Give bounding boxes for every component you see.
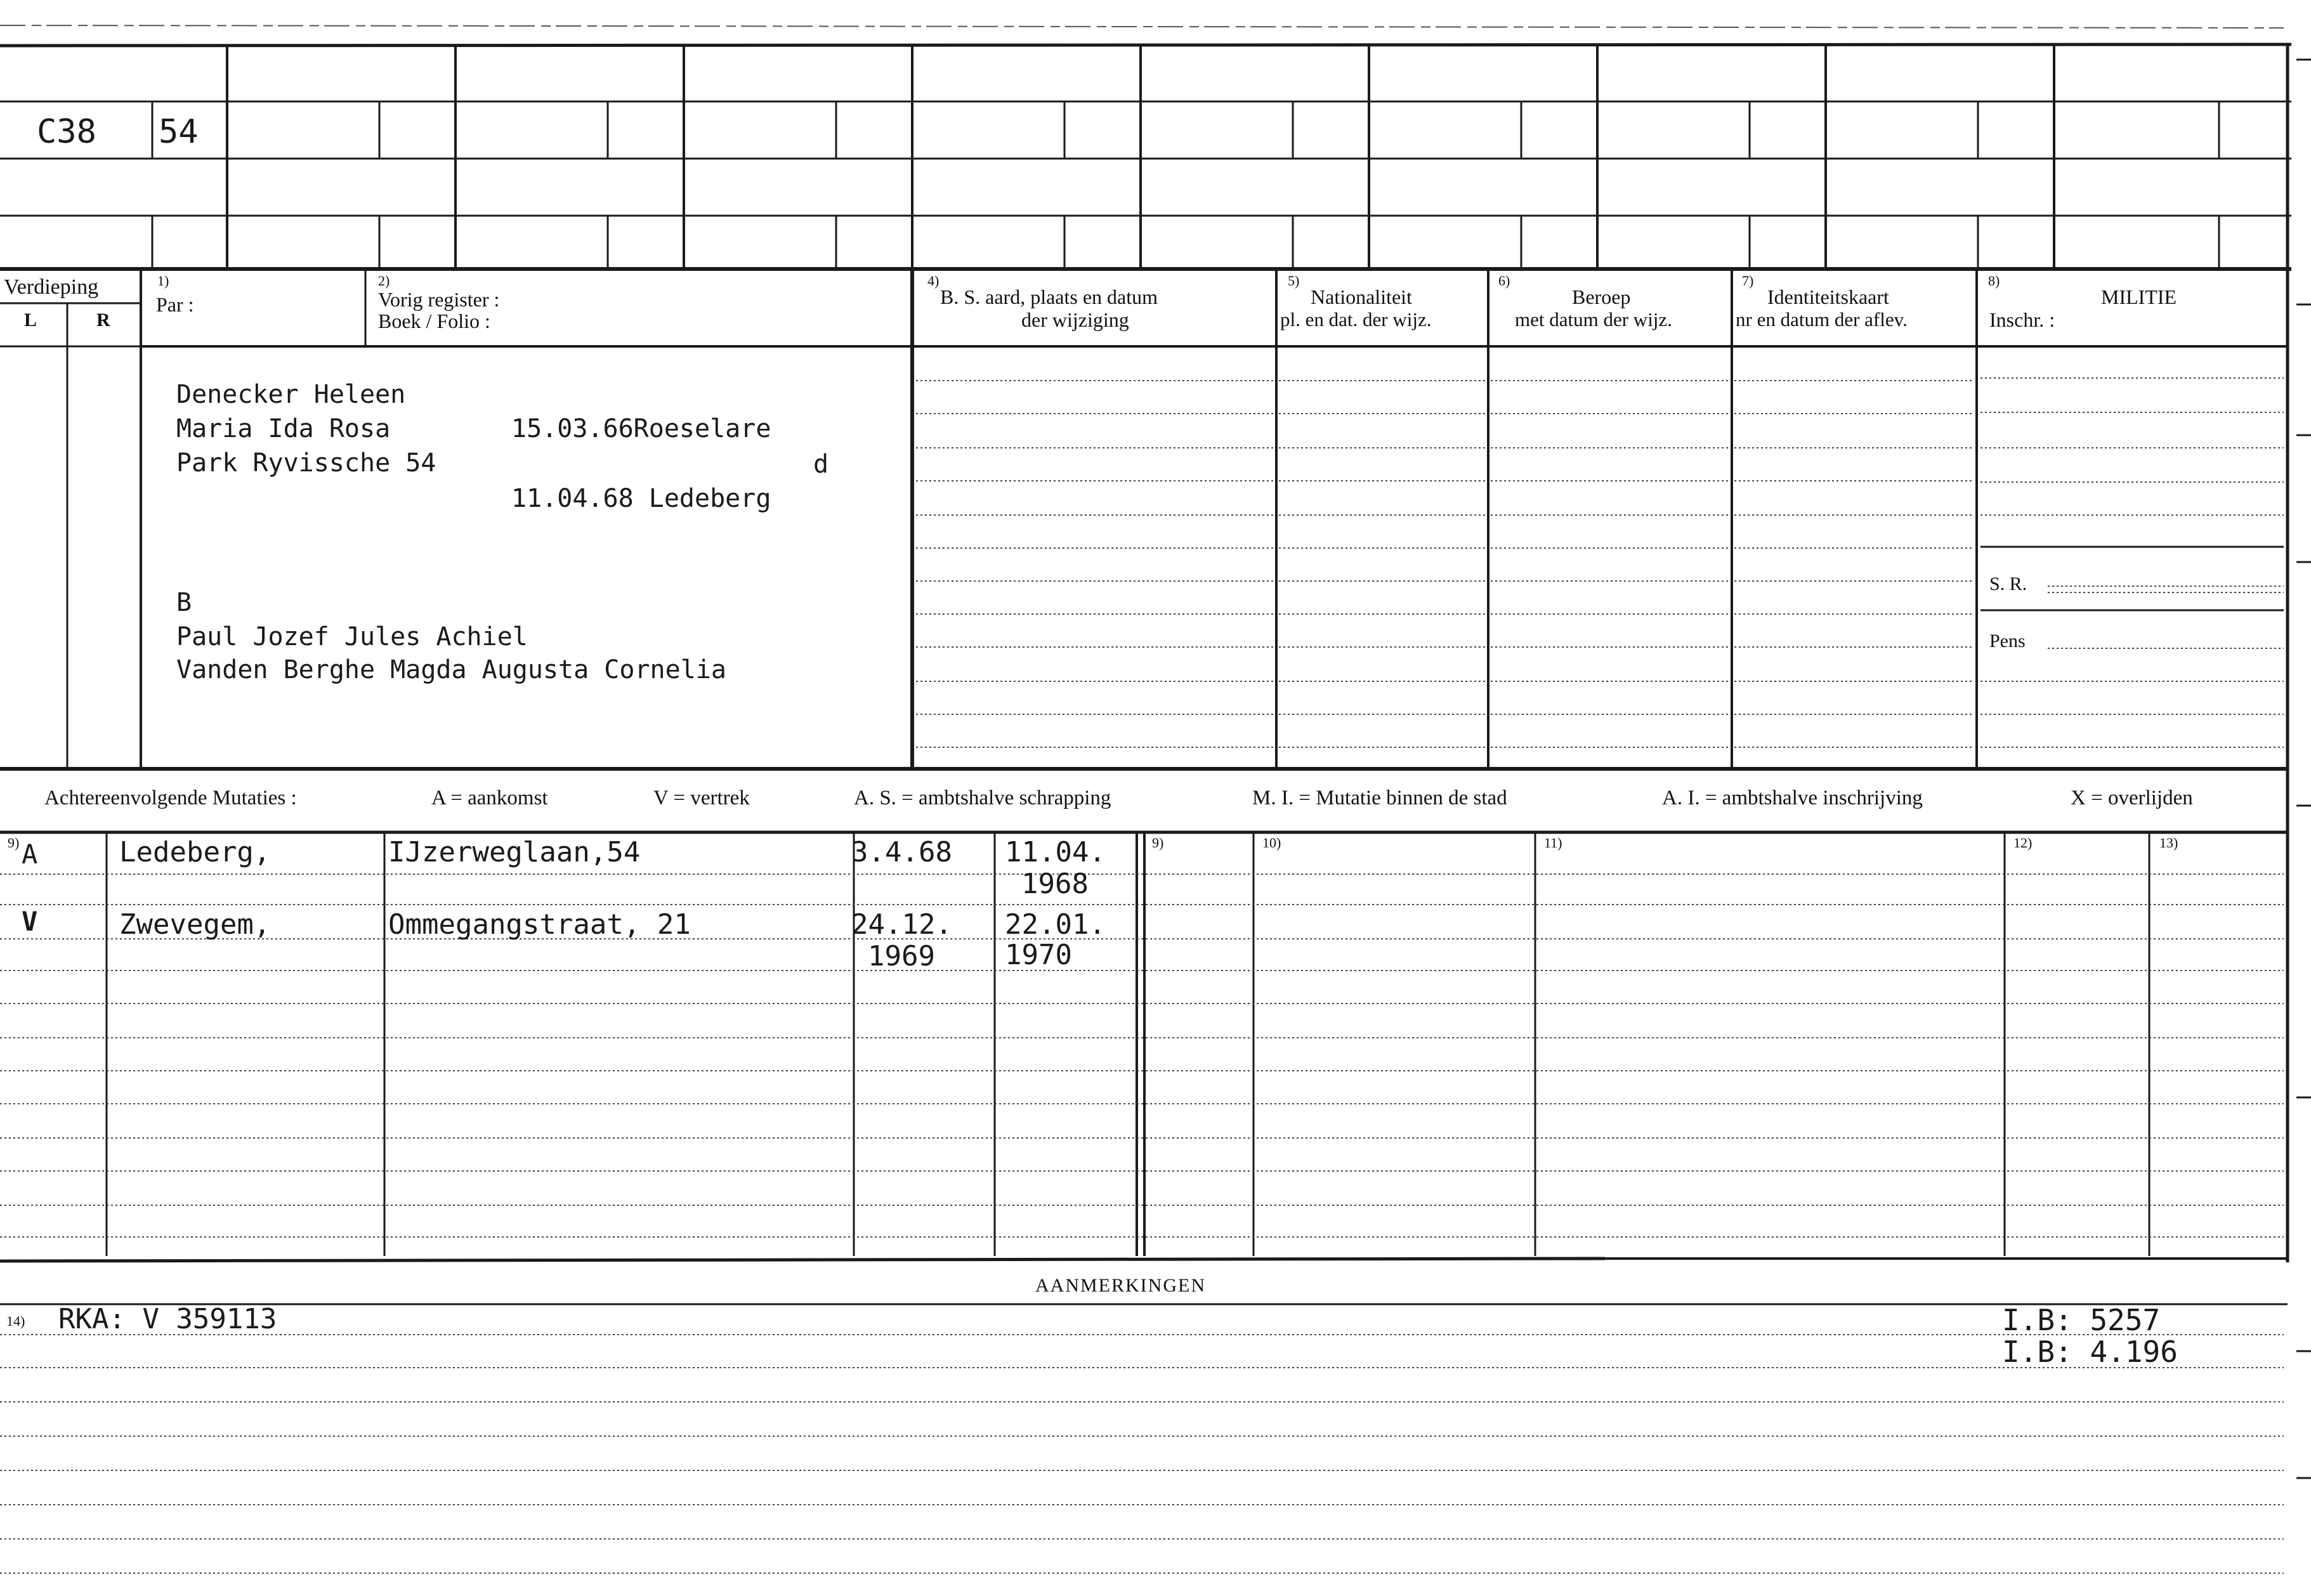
mother-name: Vanden Berghe Magda Augusta Cornelia — [176, 655, 726, 684]
legend-mutatie-stad: M. I. = Mutatie binnen de stad — [1252, 787, 1507, 809]
marker-b: B — [176, 588, 192, 617]
beroep-label: Beroep — [1572, 285, 1631, 308]
bs-wijziging-label: der wijziging — [1021, 308, 1129, 331]
mutation-1-date2b: 1968 — [1021, 868, 1089, 900]
register-number: 54 — [159, 113, 199, 151]
register-code: C38 — [37, 113, 96, 151]
militie-label: MILITIE — [2101, 285, 2177, 308]
verdieping-label: Verdieping — [4, 275, 99, 299]
remarks-rka: RKA: V 359113 — [58, 1303, 277, 1335]
mutation-2-date1a: 24.12. — [851, 908, 952, 941]
legend-ambtshalve-inschrijving: A. I. = ambtshalve inschrijving — [1662, 787, 1923, 809]
identiteitskaart-sub-label: nr en datum der aflev. — [1736, 308, 1908, 330]
mutation-1-address: IJzerweglaan,54 — [388, 836, 641, 868]
person-middle-names: Maria Ida Rosa — [176, 414, 391, 443]
col-13-number: 13) — [2159, 835, 2178, 851]
par-label: Par : — [156, 293, 194, 316]
field-1-number: 1) — [157, 273, 169, 289]
mutation-2-place: Zwevegem, — [119, 908, 271, 941]
legend-title: Achtereenvolgende Mutaties : — [44, 787, 297, 809]
mutation-2-address: Ommegangstraat, 21 — [388, 908, 691, 941]
col-10-number: 10) — [1262, 835, 1281, 851]
mutation-1-date2a: 11.04. — [1005, 836, 1106, 868]
person-date2: 11.04.68 Ledeberg — [511, 484, 771, 513]
mutation-1-date1: 3.4.68 — [851, 836, 952, 868]
mutation-2-date1b: 1969 — [868, 940, 935, 972]
mutation-2-type: V — [22, 906, 38, 937]
legend-overlijden: X = overlijden — [2071, 787, 2193, 809]
field-8-number: 8) — [1988, 273, 2000, 289]
boek-folio-label: Boek / Folio : — [378, 310, 490, 332]
bs-aard-label: B. S. aard, plaats en datum — [940, 285, 1158, 308]
col-9-number: 9) — [8, 835, 20, 851]
pens-label: Pens — [1989, 631, 2026, 651]
sr-label: S. R. — [1989, 573, 2027, 594]
remarks-ib-1: I.B: 5257 — [2002, 1303, 2161, 1337]
nationaliteit-sub-label: pl. en dat. der wijz. — [1280, 308, 1432, 330]
col-12-number: 12) — [2013, 835, 2033, 851]
legend-aankomst: A = aankomst — [431, 787, 548, 809]
mutation-1-place: Ledeberg, — [119, 836, 271, 868]
person-address: Park Ryvissche 54 — [176, 448, 436, 478]
mutation-1-type: A — [22, 839, 38, 870]
col-9b-number: 9) — [1152, 835, 1164, 851]
remarks-title: AANMERKINGEN — [1035, 1275, 1206, 1296]
identiteitskaart-label: Identiteitskaart — [1767, 285, 1889, 308]
mutation-2-date2b: 1970 — [1005, 939, 1072, 971]
inschrijving-label: Inschr. : — [1989, 308, 2055, 331]
field-7-number: 7) — [1742, 273, 1754, 289]
nationaliteit-label: Nationaliteit — [1311, 285, 1412, 308]
field-2-number: 2) — [378, 273, 390, 289]
col-11-number: 11) — [1544, 835, 1562, 851]
legend-vertrek: V = vertrek — [653, 787, 750, 809]
remarks-number: 14) — [6, 1313, 25, 1329]
person-name: Denecker Heleen — [176, 380, 406, 409]
floor-l-label: L — [24, 310, 37, 330]
field-6-number: 6) — [1498, 273, 1510, 289]
mutation-2-date2a: 22.01. — [1005, 908, 1106, 941]
floor-r-label: R — [96, 310, 110, 330]
person-birth: 15.03.66Roeselare — [511, 414, 771, 443]
vorig-register-label: Vorig register : — [378, 288, 500, 311]
legend-ambtshalve-schrapping: A. S. = ambtshalve schrapping — [854, 787, 1111, 809]
field-5-number: 5) — [1288, 273, 1300, 289]
remarks-ib-2: I.B: 4.196 — [2002, 1335, 2178, 1369]
marker-d: d — [813, 450, 829, 479]
father-name: Paul Jozef Jules Achiel — [176, 622, 528, 651]
field-4-number: 4) — [927, 273, 939, 289]
beroep-sub-label: met datum der wijz. — [1515, 308, 1672, 330]
